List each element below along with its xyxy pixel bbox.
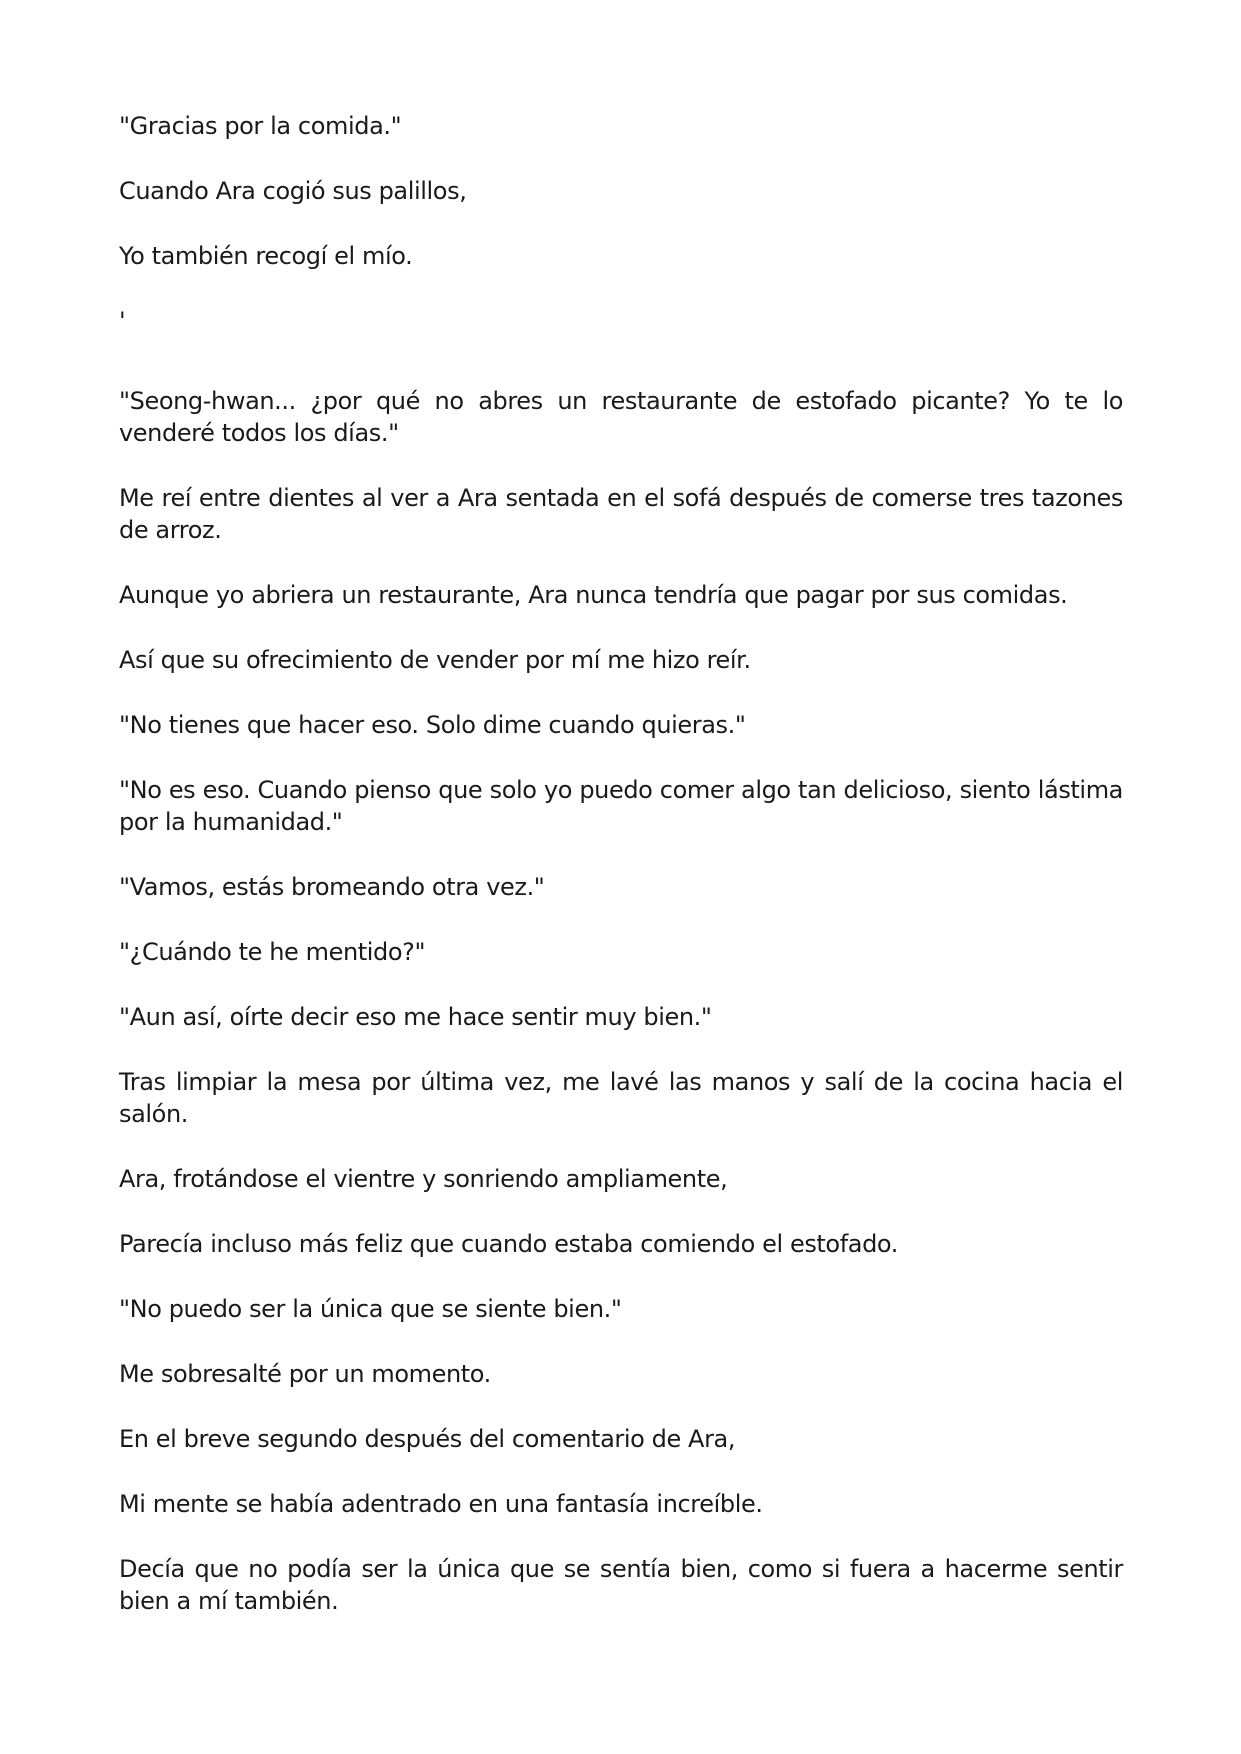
paragraph: Así que su ofrecimiento de vender por mí me hizo reír. <box>119 646 751 674</box>
paragraph: Me sobresalté por un momento. <box>119 1360 491 1388</box>
paragraph: En el breve segundo después del comentario de Ara, <box>119 1425 736 1453</box>
paragraph: "No es eso. Cuando pienso que solo yo puedo comer algo tan delicioso, siento lástima por la humanidad." <box>119 776 1123 836</box>
body-text <box>119 110 1123 1650</box>
paragraph: Parecía incluso más feliz que cuando estaba comiendo el estofado. <box>119 1230 898 1258</box>
paragraph: Decía que no podía ser la única que se sentía bien, como si fuera a hacerme sentir bien a mí también. <box>119 1555 1123 1615</box>
paragraph: Mi mente se había adentrado en una fantasía increíble. <box>119 1490 763 1518</box>
paragraph: Ara, frotándose el vientre y sonriendo ampliamente, <box>119 1165 728 1193</box>
paragraph: Me reí entre dientes al ver a Ara sentada en el sofá después de comerse tres tazones de arroz. <box>119 484 1123 544</box>
paragraph: Aunque yo abriera un restaurante, Ara nunca tendría que pagar por sus comidas. <box>119 581 1068 609</box>
paragraph: "¿Cuándo te he mentido?" <box>119 938 426 966</box>
paragraph: Yo también recogí el mío. <box>119 242 413 270</box>
paragraph: "Aun así, oírte decir eso me hace sentir muy bien." <box>119 1003 712 1031</box>
paragraph: "Seong-hwan... ¿por qué no abres un restaurante de estofado picante? Yo te lo venderé todos los días." <box>119 387 1123 447</box>
paragraph: Cuando Ara cogió sus palillos, <box>119 177 467 205</box>
paragraph: "No tienes que hacer eso. Solo dime cuando quieras." <box>119 711 746 739</box>
paragraph: "No puedo ser la única que se siente bien." <box>119 1295 622 1323</box>
stray-mark: ' <box>119 307 126 335</box>
paragraph: Tras limpiar la mesa por última vez, me lavé las manos y salí de la cocina hacia el salón. <box>119 1068 1123 1128</box>
paragraph: "Vamos, estás bromeando otra vez." <box>119 873 545 901</box>
paragraph: "Gracias por la comida." <box>119 112 402 140</box>
